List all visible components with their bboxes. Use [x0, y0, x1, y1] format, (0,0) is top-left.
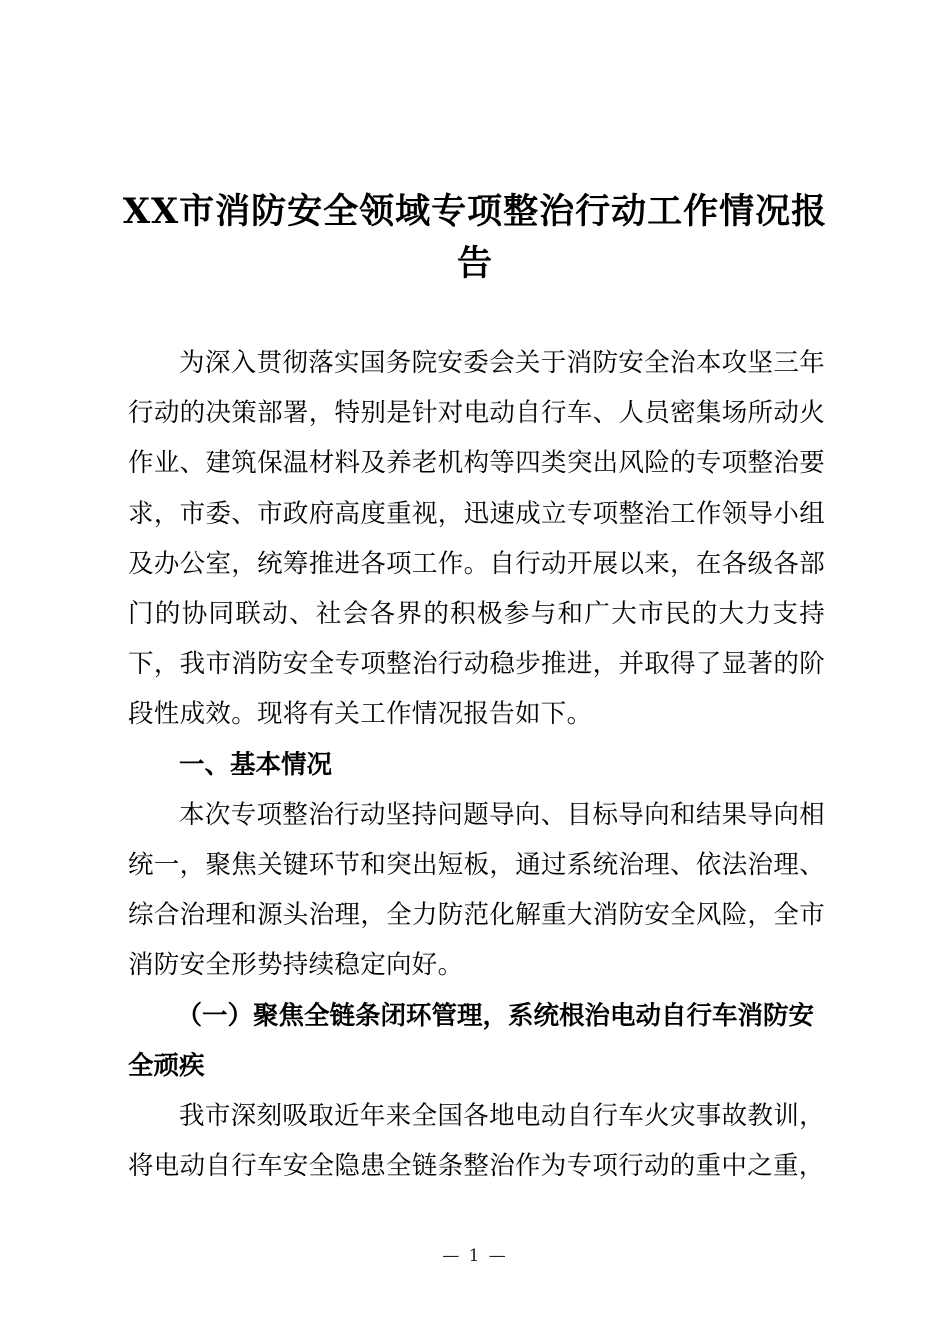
document-title: XX市消防安全领域专项整治行动工作情况报告	[122, 191, 828, 284]
page-number: — 1 —	[442, 1246, 508, 1266]
section-heading-basic-situation: 一、基本情况	[179, 749, 333, 780]
document-body	[128, 338, 825, 1191]
subsection-heading-e-bike: （一）聚焦全链条闭环管理，系统根治电动自行车消防安全顽疾	[128, 1000, 814, 1081]
e-bike-paragraph: 我市深刻吸取近年来全国各地电动自行车火灾事故教训，将电动自行车安全隐患全链条整治作为专项行动的重中之重，	[128, 1101, 825, 1182]
basic-situation-paragraph: 本次专项整治行动坚持问题导向、目标导向和结果导向相统一，聚焦关键环节和突出短板，通过系统治理、依法治理、综合治理和源头治理，全力防范化解重大消防安全风险，全市消防安全形势持续稳定向好。	[128, 799, 825, 981]
intro-paragraph: 为深入贯彻落实国务院安委会关于消防安全治本攻坚三年行动的决策部署，特别是针对电动自行车、人员密集场所动火作业、建筑保温材料及养老机构等四类突出风险的专项整治要求，市委、市政府高度重视，迅速成立专项整治工作领导小组及办公室，统筹推进各项工作。自行动开展以来，在各级各部门的协同联动、社会各界的积极参与和广大市民的大力支持下，我市消防安全专项整治行动稳步推进，并取得了显著的阶段性成效。现将有关工作情况报告如下。	[128, 348, 825, 730]
